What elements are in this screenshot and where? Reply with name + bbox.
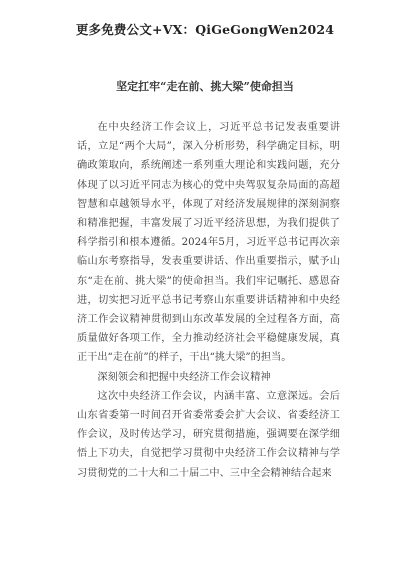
page-header: 更多免费公文+VX：QiGeGongWen2024	[75, 22, 335, 37]
document-body	[77, 118, 340, 483]
body-paragraph: 这次中央经济工作会议，内涵丰富、立意深远。会后山东省委第一时间召开省委常委会扩大会议、省委经济工作会议，及时传达学习，研究贯彻措施，强调要在深学细悟上下功夫，自觉把学习贯彻中央经济工作会议精神与学习贯彻党的二十大和二十届二中、三中全会精神结合起来	[77, 390, 340, 479]
body-paragraph: 在中央经济工作会议上，习近平总书记发表重要讲话，立足“两个大局”，深入分析形势，科学确定目标，明确政策取向，系统阐述一系列重大理论和实践问题，充分体现了以习近平同志为核心的党中央驾驭复杂局面的高超智慧和卓越领导水平，体现了对经济发展规律的深刻洞察和精准把握，丰富发展了习近平经济思想，为我们提供了科学指引和根本遵循。2024年5月，习近平总书记再次亲临山东考察指导，发表重要讲话、作出重要指示，赋予山东“走在前、挑大梁”的使命担当。我们牢记嘱托、感恩奋进，切实把习近平总书记考察山东重要讲话精神和中央经济工作会议精神贯彻到山东改革发展的全过程各方面，高质量做好各项工作，全力推动经济社会平稳健康发展，真正干出“走在前”的样子，干出“挑大梁”的担当。	[77, 122, 340, 364]
section-heading: 深刻领会和把握中央经济工作会议精神	[97, 371, 271, 383]
document-title: 坚定扛牢“走在前、挑大梁”使命担当	[116, 80, 294, 93]
